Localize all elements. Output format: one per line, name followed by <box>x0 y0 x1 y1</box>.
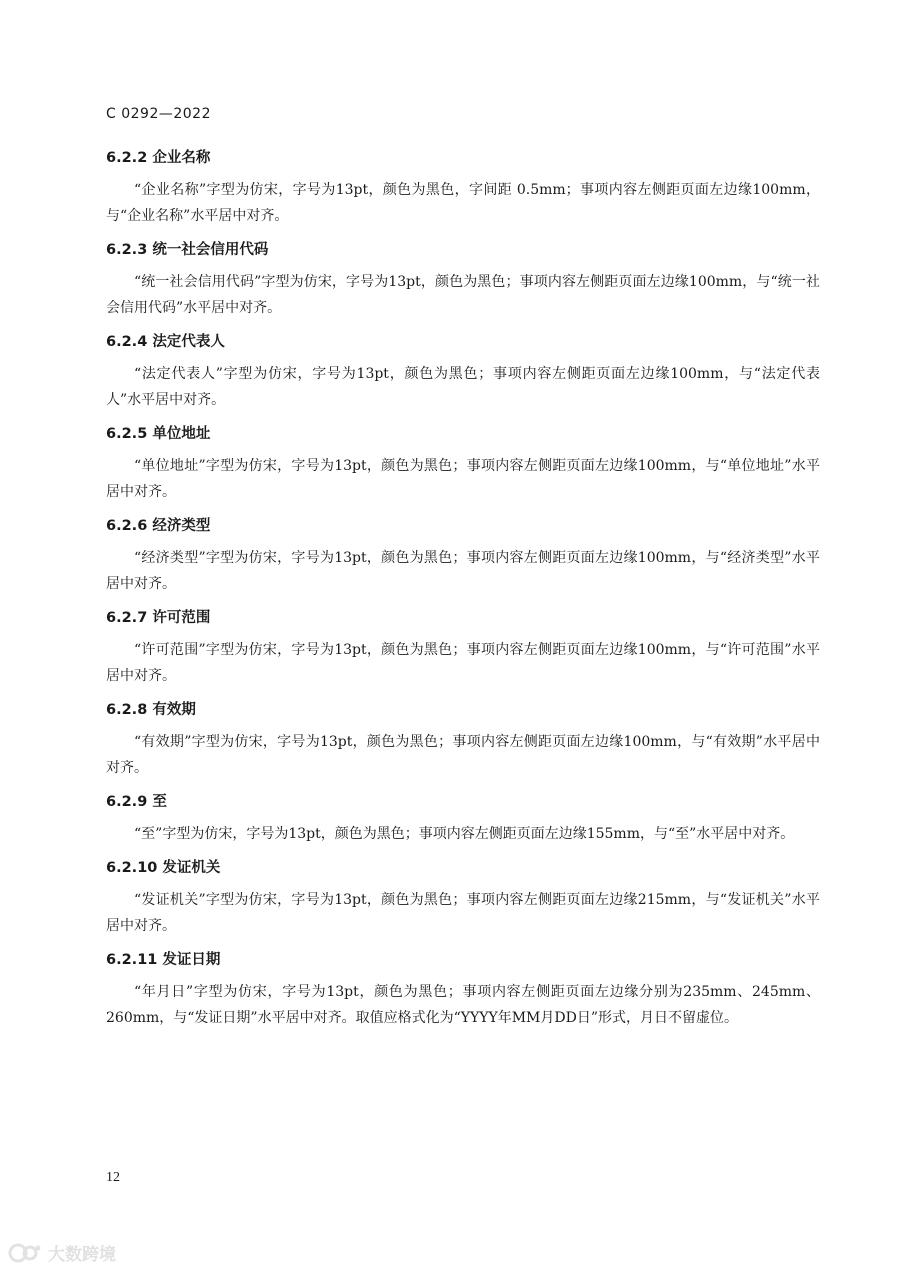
section-6-2-4 <box>106 331 820 413</box>
watermark <box>8 1240 116 1265</box>
standard-code: C 0292—2022 <box>106 106 211 122</box>
section-heading: 6.2.9 至 <box>106 794 167 810</box>
section-heading: 6.2.7 许可范围 <box>106 610 211 626</box>
section-6-2-9 <box>106 791 820 847</box>
section-heading: 6.2.5 单位地址 <box>106 426 211 442</box>
section-paragraph: “企业名称”字型为仿宋，字号为13pt，颜色为黑色，字间距 0.5mm；事项内容左侧距页面左边缘100mm，与“企业名称”水平居中对齐。 <box>106 182 820 224</box>
section-6-2-2 <box>106 147 820 229</box>
section-heading: 6.2.11 发证日期 <box>106 952 221 968</box>
section-paragraph: “经济类型”字型为仿宋，字号为13pt，颜色为黑色；事项内容左侧距页面左边缘100mm，与“经济类型”水平居中对齐。 <box>106 550 820 592</box>
section-paragraph: “许可范围”字型为仿宋，字号为13pt，颜色为黑色；事项内容左侧距页面左边缘100mm，与“许可范围”水平居中对齐。 <box>106 642 820 684</box>
section-heading: 6.2.4 法定代表人 <box>106 334 225 350</box>
brand-logo-icon <box>8 1242 42 1264</box>
section-heading: 6.2.2 企业名称 <box>106 150 211 166</box>
section-6-2-6 <box>106 515 820 597</box>
section-6-2-3 <box>106 239 820 321</box>
section-heading: 6.2.10 发证机关 <box>106 860 221 876</box>
section-paragraph: “有效期”字型为仿宋，字号为13pt，颜色为黑色；事项内容左侧距页面左边缘100mm，与“有效期”水平居中对齐。 <box>106 734 820 776</box>
watermark-text: 大数跨境 <box>48 1245 116 1265</box>
section-6-2-8 <box>106 699 820 781</box>
section-paragraph: “统一社会信用代码”字型为仿宋，字号为13pt，颜色为黑色；事项内容左侧距页面左边缘100mm，与“统一社会信用代码”水平居中对齐。 <box>106 274 820 316</box>
section-paragraph: “单位地址”字型为仿宋，字号为13pt，颜色为黑色；事项内容左侧距页面左边缘100mm，与“单位地址”水平居中对齐。 <box>106 458 820 500</box>
section-paragraph: “至”字型为仿宋，字号为13pt，颜色为黑色；事项内容左侧距页面左边缘155mm，与“至”水平居中对齐。 <box>134 826 795 842</box>
section-6-2-10 <box>106 857 820 939</box>
section-6-2-11 <box>106 949 820 1031</box>
section-paragraph: “年月日”字型为仿宋，字号为13pt，颜色为黑色；事项内容左侧距页面左边缘分别为235mm、245mm、260mm，与“发证日期”水平居中对齐。取值应格式化为“YYYY年MM月DD日”形式，月日不留虚位。 <box>106 984 820 1026</box>
page-number: 12 <box>106 1170 120 1185</box>
document-body <box>106 147 820 1041</box>
section-heading: 6.2.3 统一社会信用代码 <box>106 242 269 258</box>
section-paragraph: “法定代表人”字型为仿宋，字号为13pt，颜色为黑色；事项内容左侧距页面左边缘100mm，与“法定代表人”水平居中对齐。 <box>106 366 820 408</box>
section-heading: 6.2.6 经济类型 <box>106 518 211 534</box>
section-heading: 6.2.8 有效期 <box>106 702 196 718</box>
section-paragraph: “发证机关”字型为仿宋，字号为13pt，颜色为黑色；事项内容左侧距页面左边缘215mm，与“发证机关”水平居中对齐。 <box>106 892 820 934</box>
section-6-2-7 <box>106 607 820 689</box>
section-6-2-5 <box>106 423 820 505</box>
